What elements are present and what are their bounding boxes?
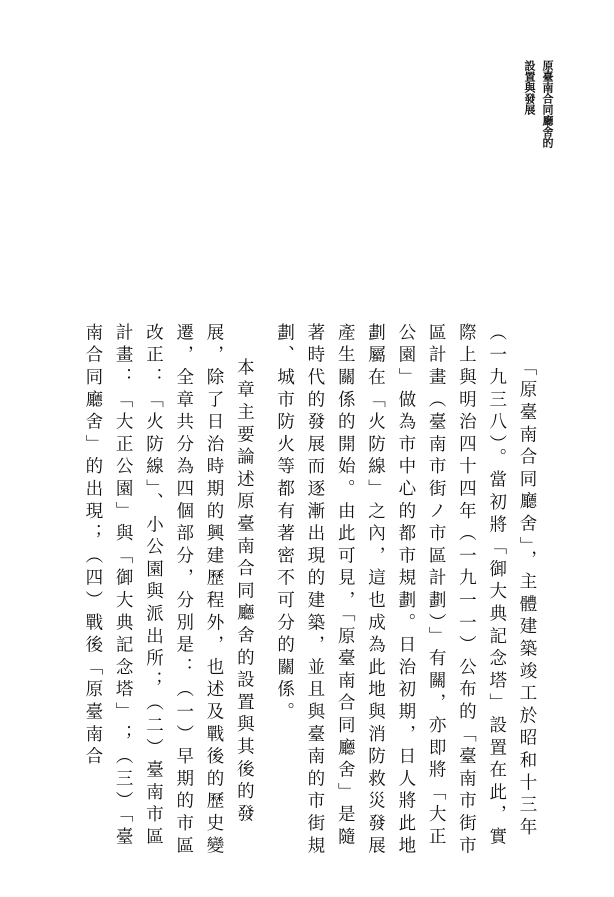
paragraph-1: 「原臺南合同廳舍」，主體建築竣工於昭和十三年（一九三八）。當初將「御大典記念塔」設置在此，實際上與明治四十四年（一九一一）公布的「臺南市街市區計畫（臺南市街ノ市區計劃）」有關，亦即將「大正公園」做為市中心的都市規劃。日治初期，日人將此地劃屬在「火防線」之內，這也成為此地與消防救災發展產生關係的開始。由此可見，「原臺南合同廳舍」是隨著時代的發展而逐漸出現的建築，並且與臺南的市街規劃、城市防火等都有著密不可分的關係。	[274, 323, 537, 859]
body-text	[42, 323, 542, 863]
header-title-line-2: 設置與發展	[523, 60, 536, 115]
paragraph-2: 本章主要論述原臺南合同廳舍的設置與其後的發展，除了日治時期的興建歷程外，也述及戰後的歷史變遷，全章共分為四個部分，分別是：（一）早期的市區改正：「火防線」、小公園與派出所；（二）臺南市區計畫：「大正公園」與「御大典記念塔」；（三）「臺南合同廳舍」的出現；（四）戰後「原臺南合	[82, 323, 255, 859]
paragraph-gap	[259, 323, 269, 863]
running-header	[522, 60, 554, 148]
header-title-line-1: 原臺南合同廳舍的	[541, 60, 554, 148]
